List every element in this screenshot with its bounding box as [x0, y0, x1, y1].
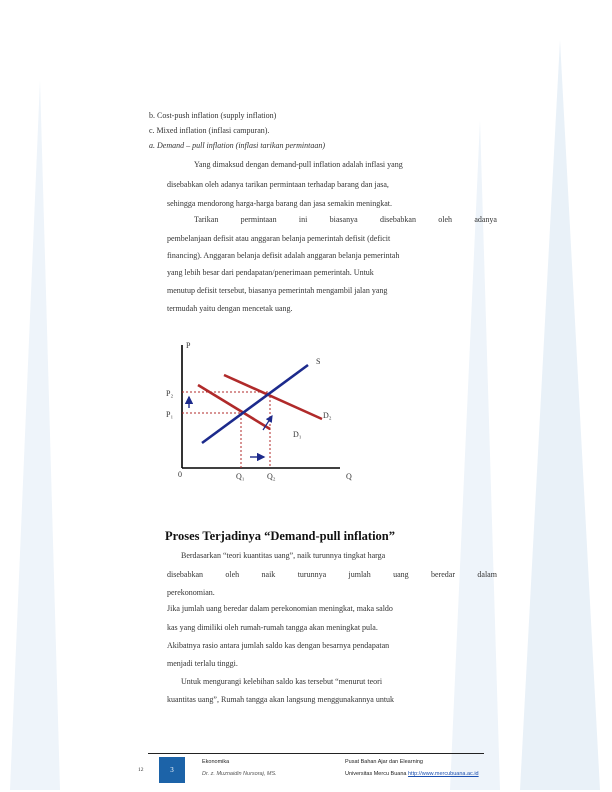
word: oleh	[438, 215, 453, 224]
word: dalam	[477, 570, 497, 579]
footer-center-title: Pusat Bahan Ajar dan Elearning	[345, 759, 423, 765]
paragraph-1-line-1: Yang dimaksud dengan demand-pull inflation adalah inflasi yang	[194, 160, 403, 169]
word: ini	[298, 215, 308, 224]
paragraph-3-line-8: Untuk mengurangi kelebihan saldo kas tersebut “menurut teori	[181, 677, 383, 686]
footer-module-badge	[159, 757, 185, 783]
footer-module-number: 3	[170, 766, 174, 774]
paragraph-3-line-3: perekonomian.	[167, 588, 215, 597]
footer-university-name: Universitas Mercu Buana	[345, 771, 407, 777]
word: turunnya	[297, 570, 327, 579]
axis-label-p: P	[186, 341, 191, 350]
paragraph-2-line-4: yang lebih besar dari pendapatan/penerimaan pemerintah. Untuk	[167, 268, 374, 277]
paragraph-2-line-6: termudah yaitu dengan mencetak uang.	[167, 304, 293, 313]
word: naik	[261, 570, 276, 579]
footer-page-number: 12	[138, 767, 144, 773]
origin-label: 0	[178, 470, 182, 479]
supply-label: S	[316, 357, 321, 366]
word: biasanya	[329, 215, 358, 224]
paragraph-3-line-6: Akibatnya rasio antara jumlah saldo kas dengan besarnya pendapatan	[167, 641, 390, 650]
word: permintaan	[240, 215, 277, 224]
word: uang	[393, 570, 409, 579]
word: disebabkan	[167, 570, 203, 579]
footer-divider	[148, 753, 484, 754]
paragraph-3-line-1: Berdasarkan “teori kuantitas uang”, naik turunnya tingkat harga	[181, 551, 386, 560]
quantity-label-q1: Q₁	[236, 472, 245, 481]
footer-author: Dr. z. Muznaidin Nursoraj, MS.	[202, 771, 277, 777]
price-label-p1: P₁	[166, 410, 174, 419]
word: Tarikan	[194, 215, 219, 224]
paragraph-3-line-7: menjadi terlalu tinggi.	[167, 659, 238, 668]
paragraph-1-line-3: sehingga mendorong harga-harga barang dan jasa semakin meningkat.	[167, 199, 392, 208]
word: disebabkan	[379, 215, 416, 224]
list-item-mixed: c. Mixed inflation (inflasi campuran).	[149, 126, 270, 135]
section-heading: Proses Terjadinya “Demand-pull inflation”	[165, 529, 396, 543]
word: adanya	[474, 215, 497, 224]
axis-label-q: Q	[346, 472, 352, 481]
demand-label-d2: D₂	[323, 411, 332, 420]
footer-university	[345, 771, 479, 777]
word: jumlah	[348, 570, 371, 579]
price-label-p2: P₂	[166, 389, 174, 398]
list-item-demand-pull: a. Demand – pull inflation (inflasi tarikan permintaan)	[149, 141, 325, 150]
word: beredar	[431, 570, 456, 579]
list-item-cost-push: b. Cost-push inflation (supply inflation)	[149, 111, 277, 120]
quantity-label-q2: Q₂	[267, 472, 276, 481]
paragraph-2-line-2: pembelanjaan defisit atau anggaran belanja pemerintah defisit (deficit	[167, 234, 391, 243]
demand-curve-d2	[224, 375, 322, 419]
paragraph-2-line-5: menutup defisit tersebut, biasanya pemerintah mengambil jalan yang	[167, 286, 388, 295]
paragraph-3-line-9: kuantitas uang”, Rumah tangga akan langsung menggunakannya untuk	[167, 695, 395, 704]
paragraph-1-line-2: disebabkan oleh adanya tarikan permintaan terhadap barang dan jasa,	[167, 180, 389, 189]
demand-label-d1: D₁	[293, 430, 302, 439]
footer-course: Ekonomika	[202, 759, 230, 765]
paragraph-3-line-4: Jika jumlah uang beredar dalam perekonomian meningkat, maka saldo	[167, 604, 393, 613]
demand-pull-graph	[150, 335, 380, 490]
footer-link[interactable]: http://www.mercubuana.ac.id	[407, 771, 479, 777]
paragraph-2-line-3: financing). Anggaran belanja defisit adalah anggaran belanja pemerintah	[167, 251, 400, 260]
paragraph-3-justified-line	[167, 570, 497, 580]
paragraph-3-line-5: kas yang dimiliki oleh rumah-rumah tangga akan meningkat pula.	[167, 623, 378, 632]
word: oleh	[225, 570, 240, 579]
paragraph-2-justified-line	[194, 215, 497, 225]
